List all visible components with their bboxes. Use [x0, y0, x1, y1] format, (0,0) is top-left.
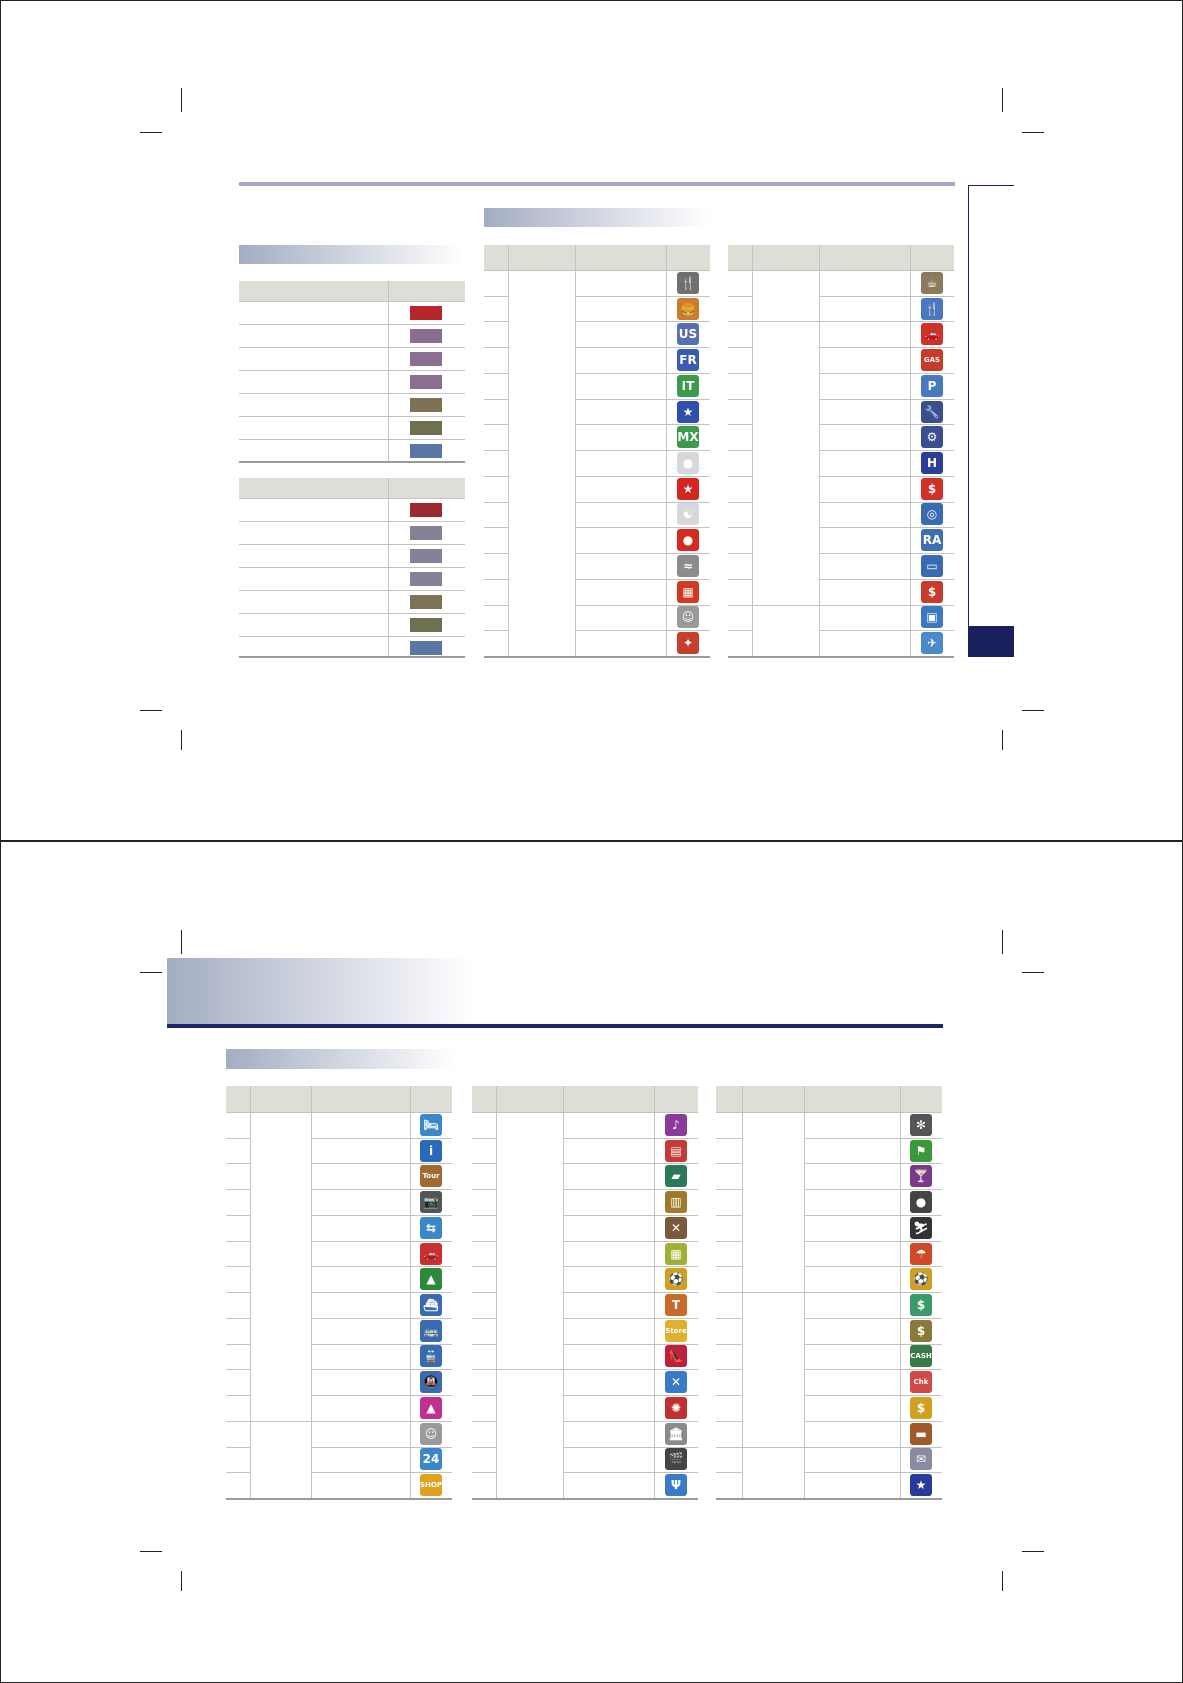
- row-divider: [472, 1189, 496, 1190]
- fork-knife-icon: 🍴: [921, 298, 943, 320]
- row-divider: [804, 1163, 942, 1164]
- check-cashing-icon: Chk: [910, 1371, 932, 1393]
- shop-icon: SHOP: [420, 1474, 442, 1496]
- row-divider: [311, 1292, 452, 1293]
- row-divider: [716, 1112, 942, 1113]
- row-divider: [226, 1163, 250, 1164]
- table-bottom-rule: [484, 656, 710, 658]
- poi-icon-table: [472, 1086, 698, 1500]
- auto-finance-icon: $: [921, 581, 943, 603]
- row-divider: [575, 321, 710, 322]
- row-divider: [804, 1318, 942, 1319]
- poi-icon-table: [728, 245, 954, 658]
- car-icon: 🚗: [921, 323, 943, 345]
- car-rental-person-icon: 🚗: [420, 1243, 442, 1265]
- row-divider: [472, 1318, 496, 1319]
- row-divider: [716, 1189, 742, 1190]
- row-divider: [575, 450, 710, 451]
- row-divider: [728, 296, 752, 297]
- hardware-icon: ✕: [665, 1217, 687, 1239]
- dance-club-icon: ✻: [910, 1114, 932, 1136]
- music-store-icon: ♪: [665, 1114, 687, 1136]
- row-divider: [472, 1292, 496, 1293]
- side-tab-border: [968, 185, 969, 657]
- coffee-cup-icon: ☕: [921, 272, 943, 294]
- row-divider: [472, 1395, 496, 1396]
- crop-mark: [1002, 730, 1003, 750]
- row-divider: [484, 553, 508, 554]
- camera-icon: 📷: [420, 1191, 442, 1213]
- row-divider: [819, 579, 954, 580]
- row-divider: [716, 1318, 742, 1319]
- parking-icon: P: [921, 375, 943, 397]
- row-divider: [484, 296, 508, 297]
- france-flag-icon: FR: [677, 349, 699, 371]
- crop-mark: [1022, 132, 1044, 133]
- seafood-icon: ≈: [677, 555, 699, 577]
- crop-mark: [1002, 1571, 1003, 1591]
- row-divider: [716, 1447, 942, 1448]
- row-divider: [484, 630, 508, 631]
- row-divider: [563, 1318, 698, 1319]
- korea-flag-icon: ☯: [677, 503, 699, 525]
- row-divider: [575, 399, 710, 400]
- store-icon: Store: [665, 1320, 687, 1342]
- row-divider: [472, 1344, 496, 1345]
- color-swatch: [410, 329, 442, 343]
- row-divider: [819, 553, 954, 554]
- row-divider: [728, 553, 752, 554]
- crop-mark: [1022, 972, 1044, 973]
- color-swatch: [410, 375, 442, 389]
- bank-icon: $: [910, 1320, 932, 1342]
- rest-area-icon: RA: [921, 529, 943, 551]
- row-divider: [226, 1266, 250, 1267]
- row-divider: [804, 1472, 942, 1473]
- color-swatch: [410, 526, 442, 540]
- row-divider: [311, 1241, 452, 1242]
- row-divider: [804, 1215, 942, 1216]
- table-header: [226, 1086, 452, 1112]
- hotel-bed-icon: 🛏: [420, 1114, 442, 1136]
- person-icon: ☺: [420, 1423, 442, 1445]
- crop-mark: [181, 88, 182, 112]
- row-divider: [311, 1189, 452, 1190]
- row-divider: [804, 1189, 942, 1190]
- restaurant-icon: 🍴: [677, 272, 699, 294]
- row-divider: [563, 1241, 698, 1242]
- crop-mark: [140, 132, 162, 133]
- campground-icon: ▲: [420, 1268, 442, 1290]
- row-divider: [728, 476, 752, 477]
- row-divider: [728, 373, 752, 374]
- row-divider: [575, 296, 710, 297]
- row-divider: [472, 1472, 496, 1473]
- row-divider: [563, 1189, 698, 1190]
- color-swatch: [410, 444, 442, 458]
- table-header: [728, 245, 954, 270]
- row-divider: [226, 1421, 452, 1422]
- row-divider: [716, 1472, 742, 1473]
- row-divider: [575, 579, 710, 580]
- row-divider: [728, 450, 752, 451]
- bowling-icon: ●: [910, 1191, 932, 1213]
- golf-icon: ⚑: [910, 1140, 932, 1162]
- row-divider: [484, 373, 508, 374]
- color-swatch: [410, 641, 442, 655]
- post-office-icon: ✉: [910, 1448, 932, 1470]
- shoe-store-icon: 👠: [665, 1345, 687, 1367]
- car-repair-icon: 🔧: [921, 401, 943, 423]
- table-header: [716, 1086, 942, 1112]
- row-divider: [728, 424, 752, 425]
- row-divider: [226, 1447, 250, 1448]
- row-divider: [472, 1241, 496, 1242]
- gift-shop-icon: ▦: [665, 1243, 687, 1265]
- row-divider: [563, 1472, 698, 1473]
- row-divider: [472, 1266, 496, 1267]
- person-icon: ☺: [677, 606, 699, 628]
- row-divider: [716, 1395, 742, 1396]
- row-divider: [819, 424, 954, 425]
- row-divider: [484, 476, 508, 477]
- side-tab-border: [968, 185, 1014, 186]
- row-divider: [575, 527, 710, 528]
- poi-icon-table: [226, 1086, 452, 1500]
- row-divider: [563, 1163, 698, 1164]
- table-header: [239, 281, 465, 301]
- table-header: [484, 245, 710, 270]
- crop-mark: [140, 1551, 162, 1552]
- crop-mark: [1002, 88, 1003, 112]
- row-divider: [804, 1241, 942, 1242]
- color-swatch: [410, 306, 442, 320]
- crop-mark: [181, 730, 182, 750]
- color-table: [239, 478, 465, 658]
- bus-station-icon: 🚌: [420, 1320, 442, 1342]
- row-divider: [804, 1421, 942, 1422]
- car-wash-icon: ◎: [921, 503, 943, 525]
- color-swatch: [410, 398, 442, 412]
- row-divider: [716, 1266, 742, 1267]
- table-bottom-rule: [716, 1498, 942, 1500]
- row-divider: [819, 347, 954, 348]
- row-divider: [728, 630, 752, 631]
- skiing-icon: ⛷: [910, 1217, 932, 1239]
- color-swatch: [410, 618, 442, 632]
- office-desk-icon: ▬: [910, 1423, 932, 1445]
- color-swatch: [410, 503, 442, 517]
- row-divider: [311, 1318, 452, 1319]
- gas-station-icon: GAS: [921, 349, 943, 371]
- row-divider: [575, 347, 710, 348]
- row-divider: [563, 1292, 698, 1293]
- row-divider: [226, 1344, 250, 1345]
- row-divider: [728, 399, 752, 400]
- crop-mark: [181, 930, 182, 954]
- car-rental-icon: ▭: [921, 555, 943, 577]
- row-divider: [226, 1395, 250, 1396]
- row-divider: [563, 1421, 698, 1422]
- airport-icon: ✈: [921, 632, 943, 654]
- row-divider: [728, 579, 752, 580]
- row-divider: [716, 1344, 742, 1345]
- police-badge-icon: ★: [910, 1474, 932, 1496]
- crop-mark: [1002, 930, 1003, 954]
- car-dealer-icon: $: [921, 478, 943, 500]
- tomato-icon: ●: [677, 529, 699, 551]
- crop-mark: [181, 1571, 182, 1591]
- row-divider: [819, 399, 954, 400]
- row-divider: [575, 553, 710, 554]
- row-divider: [226, 1112, 452, 1113]
- row-divider: [484, 579, 508, 580]
- sports-icon: ⚽: [910, 1268, 932, 1290]
- row-divider: [575, 476, 710, 477]
- signpost-icon: ⇆: [420, 1217, 442, 1239]
- shopping-bag-icon: ▲: [420, 1397, 442, 1419]
- amusement-park-icon: ✕: [665, 1371, 687, 1393]
- row-divider: [728, 527, 752, 528]
- row-divider: [563, 1215, 698, 1216]
- row-divider: [472, 1112, 698, 1113]
- row-divider: [472, 1163, 496, 1164]
- convenience-store-icon: 24: [420, 1448, 442, 1470]
- row-divider: [728, 321, 954, 322]
- crop-mark: [1022, 1551, 1044, 1552]
- financial-services-icon: $: [910, 1397, 932, 1419]
- row-divider: [804, 1369, 942, 1370]
- row-divider: [226, 1318, 250, 1319]
- row-divider: [728, 605, 954, 606]
- row-divider: [226, 1189, 250, 1190]
- row-divider: [728, 347, 752, 348]
- row-divider: [311, 1395, 452, 1396]
- row-divider: [484, 347, 508, 348]
- japan-flag-icon: ●: [677, 452, 699, 474]
- train-station-icon: 🚆: [420, 1345, 442, 1367]
- row-divider: [563, 1266, 698, 1267]
- italy-flag-icon: IT: [677, 375, 699, 397]
- color-swatch: [410, 421, 442, 435]
- row-divider: [484, 450, 508, 451]
- row-divider: [716, 1369, 742, 1370]
- row-divider: [575, 424, 710, 425]
- row-divider: [575, 630, 710, 631]
- row-divider: [728, 502, 752, 503]
- row-divider: [484, 605, 508, 606]
- information-icon: i: [420, 1140, 442, 1162]
- color-swatch: [410, 352, 442, 366]
- tour-icon: Tour: [420, 1165, 442, 1187]
- row-divider: [226, 1241, 250, 1242]
- beach-umbrella-icon: ☂: [910, 1243, 932, 1265]
- bar-icon: 🍸: [910, 1165, 932, 1187]
- row-divider: [311, 1266, 452, 1267]
- electronics-icon: ▥: [665, 1191, 687, 1213]
- row-divider: [472, 1138, 496, 1139]
- row-divider: [472, 1215, 496, 1216]
- row-divider: [311, 1369, 452, 1370]
- row-divider: [804, 1266, 942, 1267]
- color-swatch: [410, 595, 442, 609]
- row-divider: [472, 1447, 496, 1448]
- gift-box-icon: ▦: [677, 581, 699, 603]
- table-header: [239, 478, 465, 498]
- row-divider: [728, 270, 954, 271]
- row-divider: [716, 1292, 942, 1293]
- row-divider: [226, 1138, 250, 1139]
- row-divider: [575, 373, 710, 374]
- home-furnishing-icon: T: [665, 1294, 687, 1316]
- row-divider: [226, 1472, 250, 1473]
- row-divider: [563, 1395, 698, 1396]
- luggage-icon: ▣: [921, 606, 943, 628]
- row-divider: [804, 1138, 942, 1139]
- top-rule: [239, 182, 955, 186]
- poi-icon-table: [716, 1086, 942, 1500]
- row-divider: [819, 450, 954, 451]
- row-divider: [804, 1395, 942, 1396]
- atm-icon: CASH: [910, 1345, 932, 1367]
- burger-icon: 🍔: [677, 298, 699, 320]
- row-divider: [226, 1292, 250, 1293]
- row-divider: [472, 1369, 698, 1370]
- crop-mark: [1022, 710, 1044, 711]
- museum-icon: 🏛: [665, 1423, 687, 1445]
- ferris-wheel-icon: ✺: [665, 1397, 687, 1419]
- row-divider: [472, 1421, 496, 1422]
- subway-icon: 🚇: [420, 1371, 442, 1393]
- row-divider: [563, 1138, 698, 1139]
- row-divider: [716, 1241, 742, 1242]
- row-divider: [311, 1472, 452, 1473]
- china-flag-icon: ★: [677, 478, 699, 500]
- row-divider: [716, 1215, 742, 1216]
- section-heading-bar: [226, 1049, 456, 1069]
- row-divider: [819, 476, 954, 477]
- row-divider: [716, 1421, 742, 1422]
- table-bottom-rule: [472, 1498, 698, 1500]
- bbq-icon: ✦: [677, 632, 699, 654]
- table-bottom-rule: [728, 656, 954, 658]
- cinema-icon: 🎬: [665, 1448, 687, 1470]
- book-store-icon: ▤: [665, 1140, 687, 1162]
- chapter-title-bar: [167, 958, 472, 1025]
- row-divider: [226, 1215, 250, 1216]
- ferry-icon: ⛴: [420, 1294, 442, 1316]
- book-icon: ▰: [665, 1165, 687, 1187]
- row-divider: [484, 270, 710, 271]
- row-divider: [484, 424, 508, 425]
- eu-flag-icon: ★: [677, 401, 699, 423]
- row-divider: [484, 399, 508, 400]
- table-bottom-rule: [226, 1498, 452, 1500]
- poi-icon-table: [484, 245, 710, 658]
- side-tab: [968, 626, 1014, 657]
- row-divider: [311, 1138, 452, 1139]
- row-divider: [484, 502, 508, 503]
- color-swatch: [410, 549, 442, 563]
- chapter-title-rule: [167, 1024, 943, 1028]
- money-exchange-icon: $: [910, 1294, 932, 1316]
- sporting-goods-icon: ⚽: [665, 1268, 687, 1290]
- crop-mark: [140, 710, 162, 711]
- row-divider: [484, 321, 508, 322]
- row-divider: [819, 373, 954, 374]
- row-divider: [226, 1369, 250, 1370]
- row-divider: [716, 1138, 742, 1139]
- row-divider: [484, 527, 508, 528]
- section-heading-bar: [484, 208, 709, 227]
- tow-truck-icon: ⚙: [921, 426, 943, 448]
- section-heading-bar: [239, 245, 464, 264]
- row-divider: [311, 1215, 452, 1216]
- hyundai-logo-icon: H: [921, 452, 943, 474]
- row-divider: [819, 296, 954, 297]
- color-table: [239, 281, 465, 463]
- table-header: [472, 1086, 698, 1112]
- row-divider: [716, 1163, 742, 1164]
- crop-mark: [140, 972, 162, 973]
- row-divider: [819, 630, 954, 631]
- fitness-icon: Ψ: [665, 1474, 687, 1496]
- color-swatch: [410, 572, 442, 586]
- row-divider: [311, 1163, 452, 1164]
- mexico-flag-icon: MX: [677, 426, 699, 448]
- usa-flag-icon: US: [677, 323, 699, 345]
- row-divider: [819, 527, 954, 528]
